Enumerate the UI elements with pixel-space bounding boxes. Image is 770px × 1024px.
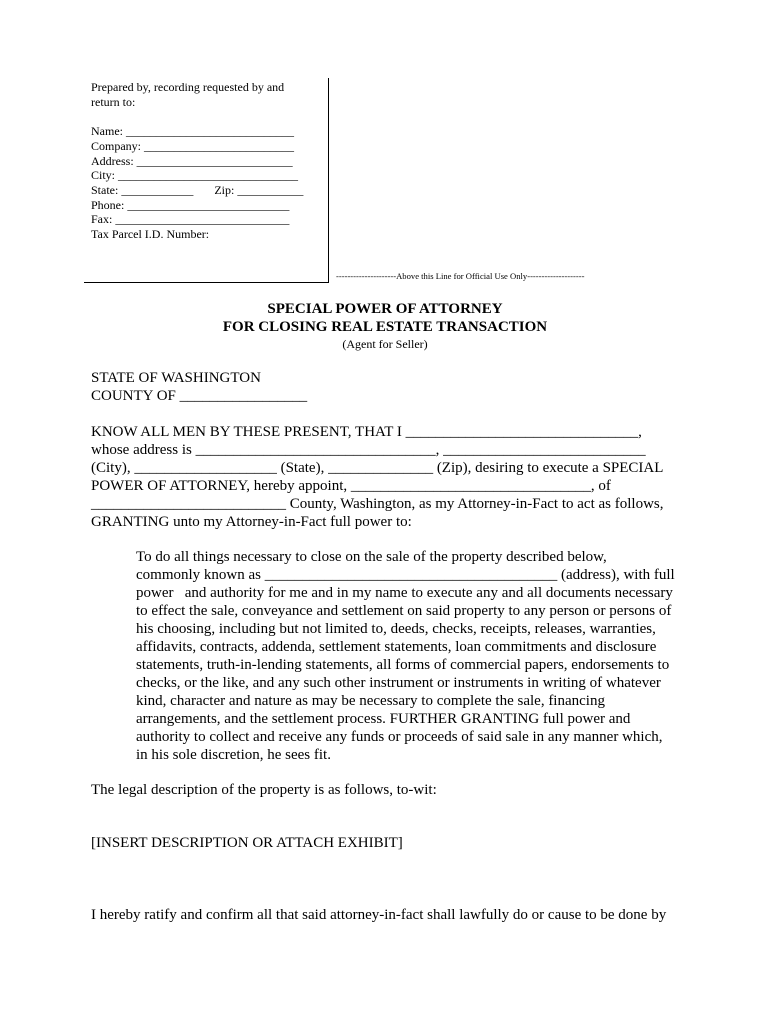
- venue-state: STATE OF WASHINGTON: [91, 370, 261, 386]
- document-subtitle: (Agent for Seller): [342, 337, 428, 351]
- box-bottom-border: [84, 282, 329, 283]
- document-title-line1: SPECIAL POWER OF ATTORNEY: [267, 301, 503, 317]
- tax-parcel-field: Tax Parcel I.D. Number:: [91, 227, 210, 241]
- powers-line: to effect the sale, conveyance and settlement on said property to any person or persons of: [136, 603, 672, 619]
- box-right-border: [328, 78, 329, 282]
- powers-line: To do all things necessary to close on the sale of the property described below,: [136, 549, 607, 565]
- powers-line: his choosing, including but not limited to, deeds, checks, receipts, releases, warranties,: [136, 621, 656, 637]
- legal-description-intro: The legal description of the property is as follows, to-wit:: [91, 782, 437, 798]
- powers-line: statements, truth-in-lending statements, all forms of commercial papers, endorsements to: [136, 657, 670, 673]
- intro-line: __________________________ County, Washington, as my Attorney-in-Fact to act as follows,: [91, 496, 664, 512]
- intro-line: (City), ___________________ (State), ______________ (Zip), desiring to execute a SPECIAL: [91, 460, 664, 476]
- powers-line: in his sole discretion, he sees fit.: [136, 747, 331, 763]
- address-field: Address: __________________________: [91, 154, 293, 168]
- ratify-line: I hereby ratify and confirm all that said attorney-in-fact shall lawfully do or cause to be done by: [91, 907, 667, 923]
- intro-line: whose address is ________________________________, ___________________________: [91, 442, 646, 458]
- city-field: City: ______________________________: [91, 168, 299, 182]
- phone-field: Phone: ___________________________: [91, 198, 290, 212]
- name-field: Name: ____________________________: [91, 124, 294, 138]
- powers-line: arrangements, and the settlement process. FURTHER GRANTING full power and: [136, 711, 631, 727]
- company-field: Company: _________________________: [91, 139, 294, 153]
- prepared-by-line2: return to:: [91, 95, 136, 109]
- venue-county: COUNTY OF _________________: [91, 388, 308, 404]
- powers-line: power and authority for me and in my name to execute any and all documents necessary: [136, 585, 673, 601]
- powers-line: commonly known as _______________________________________ (address), with full: [136, 567, 675, 583]
- intro-line: POWER OF ATTORNEY, hereby appoint, ________________________________, of: [91, 478, 611, 494]
- powers-line: checks, or the like, and any such other instrument or instruments in writing of whatever: [136, 675, 661, 691]
- powers-line: affidavits, contracts, addenda, settlement statements, loan commitments and disclosure: [136, 639, 657, 655]
- state-zip-field: State: ____________ Zip: ___________: [91, 183, 304, 197]
- document-title-line2: FOR CLOSING REAL ESTATE TRANSACTION: [222, 319, 548, 335]
- fax-field: Fax: _____________________________: [91, 212, 290, 226]
- powers-line: authority to collect and receive any funds or proceeds of said sale in any manner which,: [136, 729, 663, 745]
- intro-line: KNOW ALL MEN BY THESE PRESENT, THAT I _______________________________,: [91, 424, 642, 440]
- powers-line: kind, character and nature as may be necessary to complete the sale, financing: [136, 693, 605, 709]
- insert-description-placeholder: [INSERT DESCRIPTION OR ATTACH EXHIBIT]: [91, 835, 403, 851]
- prepared-by-line1: Prepared by, recording requested by and: [91, 80, 285, 94]
- official-use-line: ---------------------Above this Line for Official Use Only--------------------: [336, 271, 585, 281]
- intro-line: GRANTING unto my Attorney-in-Fact full power to:: [91, 514, 412, 530]
